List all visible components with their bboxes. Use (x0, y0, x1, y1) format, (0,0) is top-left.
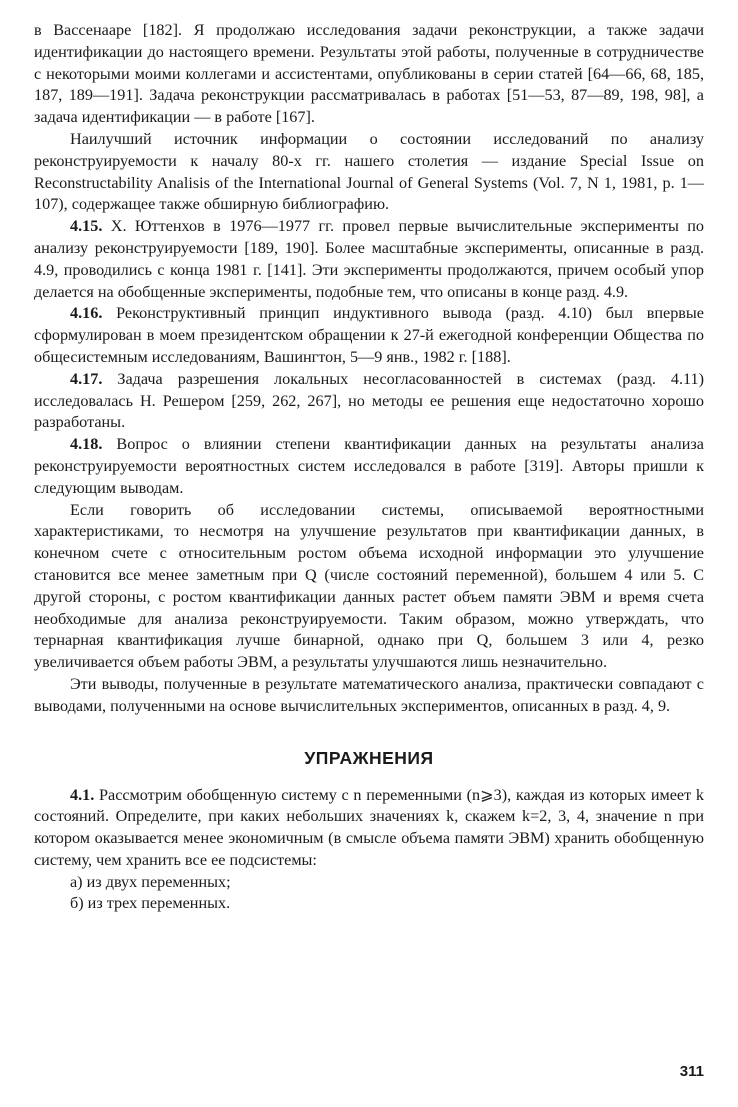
note-text: Вопрос о влиянии степени квантификации данных на результаты анализа реконструируемости вероятностных систем исследовался в работе [319]. Авторы пришли к следующим выводам. (34, 435, 704, 497)
note-number: 4.15. (70, 217, 103, 236)
note-4-16 (34, 303, 704, 368)
paragraph-conclusions: Если говорить об исследовании системы, описываемой вероятностными характеристиками, то несмотря на улучшение результатов при квантификации данных, в конечном счете с относительным ростом объема исходной информации это улучшение становится все менее заметным при Q (числе состояний переменной), большем 4 или 5. С другой стороны, с ростом квантификации данных растет объем памяти ЭВМ и время счета необходимые для анализа реконструируемости. Таким образом, можно утверждать, что тернарная квантификация лучше бинарной, однако при Q, большем 3 или 4, резко увеличивается объем работы ЭВМ, а результаты улучшаются лишь незначительно. (34, 500, 704, 672)
exercise-item-b: б) из трех переменных. (70, 894, 231, 913)
paragraph-source: Наилучший источник информации о состоянии исследований по анализу реконструируемости к началу 80-х гг. нашего столетия — издание Special Issue on Reconstructability Analisis of the International Journal of General Systems (Vol. 7, N 1, 1981, p. 1—107), содержащее также обширную библиографию. (34, 129, 704, 214)
note-number: 4.18. (70, 435, 103, 454)
page-number: 311 (679, 1063, 704, 1080)
note-number: 4.16. (70, 304, 103, 323)
note-text: Х. Юттенхов в 1976—1977 гг. провел первые вычислительные эксперименты по анализу реконструируемости [189, 190]. Более масштабные эксперименты, описанные в разд. 4.9, проводились с конца 1981 г. [141]. Эти эксперименты продолжаются, причем особый упор делается на обобщенные эксперименты, подобные тем, что описаны в конце разд. 4.9. (34, 217, 704, 301)
note-number: 4.17. (70, 369, 103, 388)
book-page (34, 20, 704, 1090)
section-heading: УПРАЖНЕНИЯ (304, 747, 434, 768)
note-4-18 (34, 434, 704, 499)
note-4-15 (34, 216, 704, 303)
exercise-item-a: а) из двух переменных; (70, 872, 231, 891)
paragraph-summary: Эти выводы, полученные в результате математического анализа, практически совпадают с выводами, полученными на основе вычислительных экспериментов, описанных в разд. 4, 9. (34, 674, 704, 715)
note-text: Реконструктивный принцип индуктивного вывода (разд. 4.10) был впервые сформулирован в моем президентском обращении к 27-й ежегодной конференции Общества по общесистемным исследованиям, Вашингтон, 5—9 янв., 1982 г. [188]. (34, 304, 704, 366)
note-4-17 (34, 369, 704, 434)
note-text: Задача разрешения локальных несогласованностей в системах (разд. 4.11) исследовалась Н. Решером [259, 262, 267], но методы ее решения еще недостаточно хорошо разработаны. (34, 369, 704, 432)
paragraph-continuation: в Вассенааре [182]. Я продолжаю исследования задачи реконструкции, а также задачи идентификации до настоящего времени. Результаты этой работы, полученные в сотрудничестве с некоторыми моими коллегами и ассистентами, опубликованы в серии статей [64—66, 68, 185, 187, 189—191]. Задача реконструкции рассматривалась в работах [51—53, 87—89, 198, 98], а задача идентификации — в работе [167]. (34, 21, 704, 127)
exercise-text: Рассмотрим обобщенную систему с n переменными (n⩾3), каждая из которых имеет k состояний. Определите, при каких небольших значениях k, скажем k=2, 3, 4, значение n при котором оказывается менее экономичным (в смысле объема памяти ЭВМ) хранить обобщенную систему, чем хранить все ее подсистемы: (34, 785, 704, 869)
exercise-number: 4.1. (70, 785, 95, 804)
exercise-4-1 (34, 785, 704, 872)
